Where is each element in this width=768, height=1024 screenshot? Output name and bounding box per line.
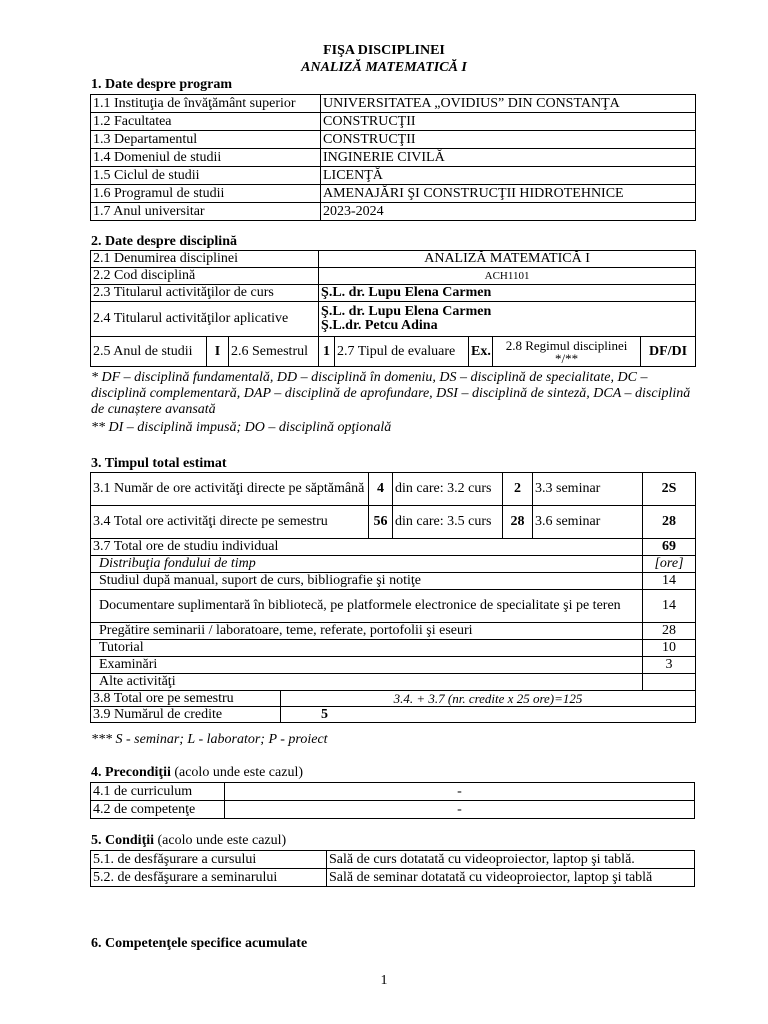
condition-row bbox=[91, 851, 695, 869]
section-6-heading: 6. Competenţele specifice acumulate bbox=[91, 936, 308, 951]
section-5-heading bbox=[91, 832, 286, 849]
discipline-code-value: ACH1101 bbox=[319, 268, 696, 285]
individual-study-value: 69 bbox=[643, 539, 696, 556]
conditions-table bbox=[90, 850, 695, 887]
program-label: 1.4 Domeniul de studii bbox=[91, 149, 321, 167]
program-value: AMENAJĂRI ŞI CONSTRUCŢII HIDROTEHNICE bbox=[321, 185, 696, 203]
distribution-item-value bbox=[643, 674, 696, 691]
distribution-row bbox=[91, 590, 696, 623]
program-row bbox=[91, 203, 696, 221]
course-holder-value: Ş.L. dr. Lupu Elena Carmen bbox=[319, 285, 696, 302]
distribution-row bbox=[91, 674, 696, 691]
document-title: FIŞA DISCIPLINEI bbox=[323, 43, 445, 58]
weekly-seminar-label: 3.3 seminar bbox=[533, 473, 643, 506]
discipline-code-label: 2.2 Cod disciplină bbox=[91, 268, 319, 285]
weekly-course-label: din care: 3.2 curs bbox=[393, 473, 503, 506]
program-table bbox=[90, 94, 696, 221]
program-label: 1.2 Facultatea bbox=[91, 113, 321, 131]
semester-hours-value: 56 bbox=[369, 506, 393, 539]
weekly-hours-label: 3.1 Număr de ore activităţi directe pe săptămână bbox=[91, 473, 369, 506]
study-year-value: I bbox=[207, 337, 229, 367]
time-row bbox=[91, 707, 696, 723]
distribution-item-value: 3 bbox=[643, 657, 696, 674]
page-number: 1 bbox=[380, 973, 388, 988]
distribution-item-value: 14 bbox=[643, 573, 696, 590]
individual-study-label: 3.7 Total ore de studiu individual bbox=[91, 539, 643, 556]
weekly-course-value: 2 bbox=[503, 473, 533, 506]
program-row bbox=[91, 113, 696, 131]
time-row bbox=[91, 506, 696, 539]
distribution-item-label: Tutorial bbox=[91, 640, 643, 657]
program-label: 1.5 Ciclul de studii bbox=[91, 167, 321, 185]
credits-label: 3.9 Numărul de credite bbox=[91, 707, 281, 723]
distribution-item-label: Studiul după manual, suport de curs, bibliografie şi notiţe bbox=[91, 573, 643, 590]
discipline-row bbox=[91, 337, 696, 367]
applied-holder-1: Ş.L. dr. Lupu Elena Carmen bbox=[321, 304, 492, 319]
section-5-heading-note: (acolo unde este cazul) bbox=[154, 833, 287, 848]
section-3-heading: 3. Timpul total estimat bbox=[91, 456, 227, 471]
section-2-heading: 2. Date despre disciplină bbox=[91, 234, 237, 249]
discipline-row bbox=[91, 268, 696, 285]
time-row bbox=[91, 473, 696, 506]
preconditions-table bbox=[90, 782, 695, 819]
regime-label: 2.8 Regimul disciplinei */** bbox=[493, 337, 641, 367]
section-4-heading bbox=[91, 764, 303, 781]
time-table bbox=[90, 472, 696, 723]
program-row bbox=[91, 185, 696, 203]
time-row bbox=[91, 539, 696, 556]
weekly-seminar-value: 2S bbox=[643, 473, 696, 506]
semester-course-value: 28 bbox=[503, 506, 533, 539]
program-row bbox=[91, 149, 696, 167]
program-value: 2023-2024 bbox=[321, 203, 696, 221]
credits-value: 5 bbox=[281, 707, 696, 723]
evaluation-value: Ex. bbox=[469, 337, 493, 367]
distribution-row bbox=[91, 573, 696, 590]
program-row bbox=[91, 95, 696, 113]
distribution-item-label: Documentare suplimentară în bibliotecă, pe platformele electronice de specialitate şi pe teren bbox=[91, 590, 643, 623]
distribution-row bbox=[91, 623, 696, 640]
semester-seminar-label: 3.6 seminar bbox=[533, 506, 643, 539]
condition-value: Sală de curs dotatată cu videoproiector, laptop şi tablă. bbox=[327, 851, 695, 869]
program-value: LICENŢĂ bbox=[321, 167, 696, 185]
distribution-label: Distribuţia fondului de timp bbox=[91, 556, 643, 573]
distribution-row bbox=[91, 640, 696, 657]
precondition-row bbox=[91, 801, 695, 819]
program-label: 1.1 Instituţia de învăţământ superior bbox=[91, 95, 321, 113]
program-value: CONSTRUCŢII bbox=[321, 131, 696, 149]
section-4-heading-note: (acolo unde este cazul) bbox=[170, 765, 303, 780]
evaluation-label: 2.7 Tipul de evaluare bbox=[335, 337, 469, 367]
condition-label: 5.1. de desfăşurare a cursului bbox=[91, 851, 327, 869]
discipline-name-value: ANALIZĂ MATEMATICĂ I bbox=[319, 251, 696, 268]
discipline-note-1: * DF – disciplină fundamentală, DD – disciplină în domeniu, DS – disciplină de specialitate, DC – disciplină complementară, DAP – disciplină de aprofundare, DSI – disciplină de sinteză, DCA – disciplină de cunaștere avansată bbox=[91, 370, 691, 417]
study-year-label: 2.5 Anul de studii bbox=[91, 337, 207, 367]
precondition-row bbox=[91, 783, 695, 801]
course-holder-label: 2.3 Titularul activităţilor de curs bbox=[91, 285, 319, 302]
distribution-item-value: 14 bbox=[643, 590, 696, 623]
section-4-heading-bold: 4. Precondiţii bbox=[91, 765, 171, 780]
precondition-label: 4.1 de curriculum bbox=[91, 783, 225, 801]
total-semester-label: 3.8 Total ore pe semestru bbox=[91, 691, 281, 707]
program-label: 1.7 Anul universitar bbox=[91, 203, 321, 221]
program-value: UNIVERSITATEA „OVIDIUS” DIN CONSTANŢA bbox=[321, 95, 696, 113]
program-label: 1.6 Programul de studii bbox=[91, 185, 321, 203]
discipline-table bbox=[90, 250, 696, 367]
discipline-row bbox=[91, 285, 696, 302]
program-row bbox=[91, 131, 696, 149]
semester-course-label: din care: 3.5 curs bbox=[393, 506, 503, 539]
discipline-name-label: 2.1 Denumirea disciplinei bbox=[91, 251, 319, 268]
program-value: INGINERIE CIVILĂ bbox=[321, 149, 696, 167]
weekly-hours-value: 4 bbox=[369, 473, 393, 506]
section-1-heading: 1. Date despre program bbox=[91, 77, 233, 92]
time-row bbox=[91, 556, 696, 573]
precondition-value: - bbox=[225, 801, 695, 819]
regime-value: DF/DI bbox=[641, 337, 696, 367]
total-semester-value: 3.4. + 3.7 (nr. credite x 25 ore)=125 bbox=[281, 691, 696, 707]
section-5-heading-bold: 5. Condiţii bbox=[91, 833, 155, 848]
distribution-item-value: 28 bbox=[643, 623, 696, 640]
applied-holder-label: 2.4 Titularul activităţilor aplicative bbox=[91, 302, 319, 337]
distribution-unit: [ore] bbox=[643, 556, 696, 573]
distribution-item-label: Alte activităţi bbox=[91, 674, 643, 691]
precondition-label: 4.2 de competenţe bbox=[91, 801, 225, 819]
semester-label: 2.6 Semestrul bbox=[229, 337, 319, 367]
time-note: *** S - seminar; L - laborator; P - proiect bbox=[91, 732, 328, 747]
distribution-item-label: Examinări bbox=[91, 657, 643, 674]
discipline-note-2: ** DI – disciplină impusă; DO – disciplină opţională bbox=[91, 420, 392, 435]
applied-holder-value bbox=[319, 302, 696, 337]
applied-holder-2: Ş.L.dr. Petcu Adina bbox=[321, 318, 438, 333]
program-row bbox=[91, 167, 696, 185]
program-label: 1.3 Departamentul bbox=[91, 131, 321, 149]
condition-row bbox=[91, 869, 695, 887]
semester-seminar-value: 28 bbox=[643, 506, 696, 539]
condition-label: 5.2. de desfăşurare a seminarului bbox=[91, 869, 327, 887]
distribution-item-value: 10 bbox=[643, 640, 696, 657]
time-row bbox=[91, 691, 696, 707]
semester-value: 1 bbox=[319, 337, 335, 367]
discipline-row bbox=[91, 251, 696, 268]
distribution-item-label: Pregătire seminarii / laboratoare, teme, referate, portofolii şi eseuri bbox=[91, 623, 643, 640]
program-value: CONSTRUCŢII bbox=[321, 113, 696, 131]
distribution-row bbox=[91, 657, 696, 674]
discipline-subtitle: ANALIZĂ MATEMATICĂ I bbox=[301, 60, 467, 75]
discipline-row bbox=[91, 302, 696, 337]
condition-value: Sală de seminar dotatată cu videoproiector, laptop şi tablă bbox=[327, 869, 695, 887]
semester-hours-label: 3.4 Total ore activităţi directe pe semestru bbox=[91, 506, 369, 539]
precondition-value: - bbox=[225, 783, 695, 801]
